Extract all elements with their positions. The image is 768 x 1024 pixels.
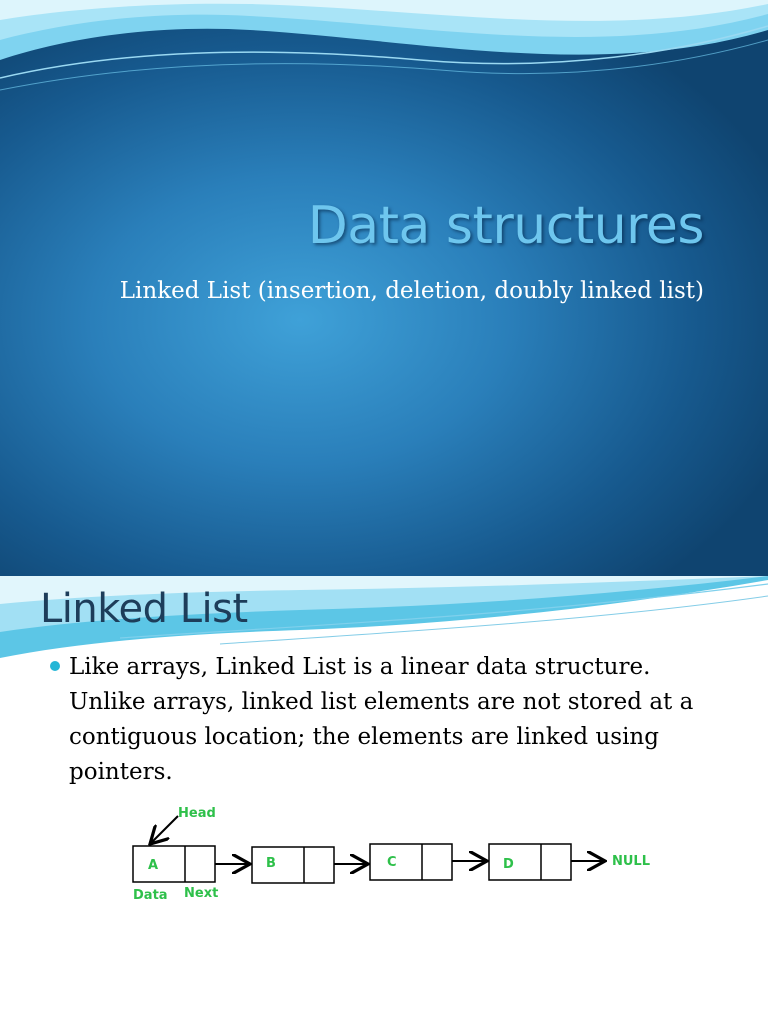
slide-subtitle: Linked List (insertion, deletion, doubly linked list) <box>119 278 704 304</box>
header-wave-decoration <box>0 0 768 110</box>
linked-list-diagram <box>0 576 768 1024</box>
node-value: C <box>387 855 397 870</box>
next-field-label: Next <box>184 886 219 901</box>
node-value: B <box>266 856 276 871</box>
data-field-label: Data <box>133 888 168 903</box>
node-value: A <box>148 858 159 873</box>
list-node-d <box>489 844 571 880</box>
list-node-a <box>133 846 215 882</box>
slide-title: Data structures <box>307 196 704 256</box>
head-label: Head <box>178 806 216 821</box>
slide-heading: Linked List <box>40 586 248 632</box>
list-node-b <box>252 847 334 883</box>
node-value: D <box>503 857 514 872</box>
content-slide <box>0 576 768 1024</box>
head-pointer-arrow <box>150 816 178 844</box>
null-label: NULL <box>612 854 651 869</box>
bullet-text: Like arrays, Linked List is a linear data structure. Unlike arrays, linked list elements are not stored at a contiguous location; the elements are linked using pointers. <box>69 654 694 785</box>
list-node-c <box>370 844 452 880</box>
